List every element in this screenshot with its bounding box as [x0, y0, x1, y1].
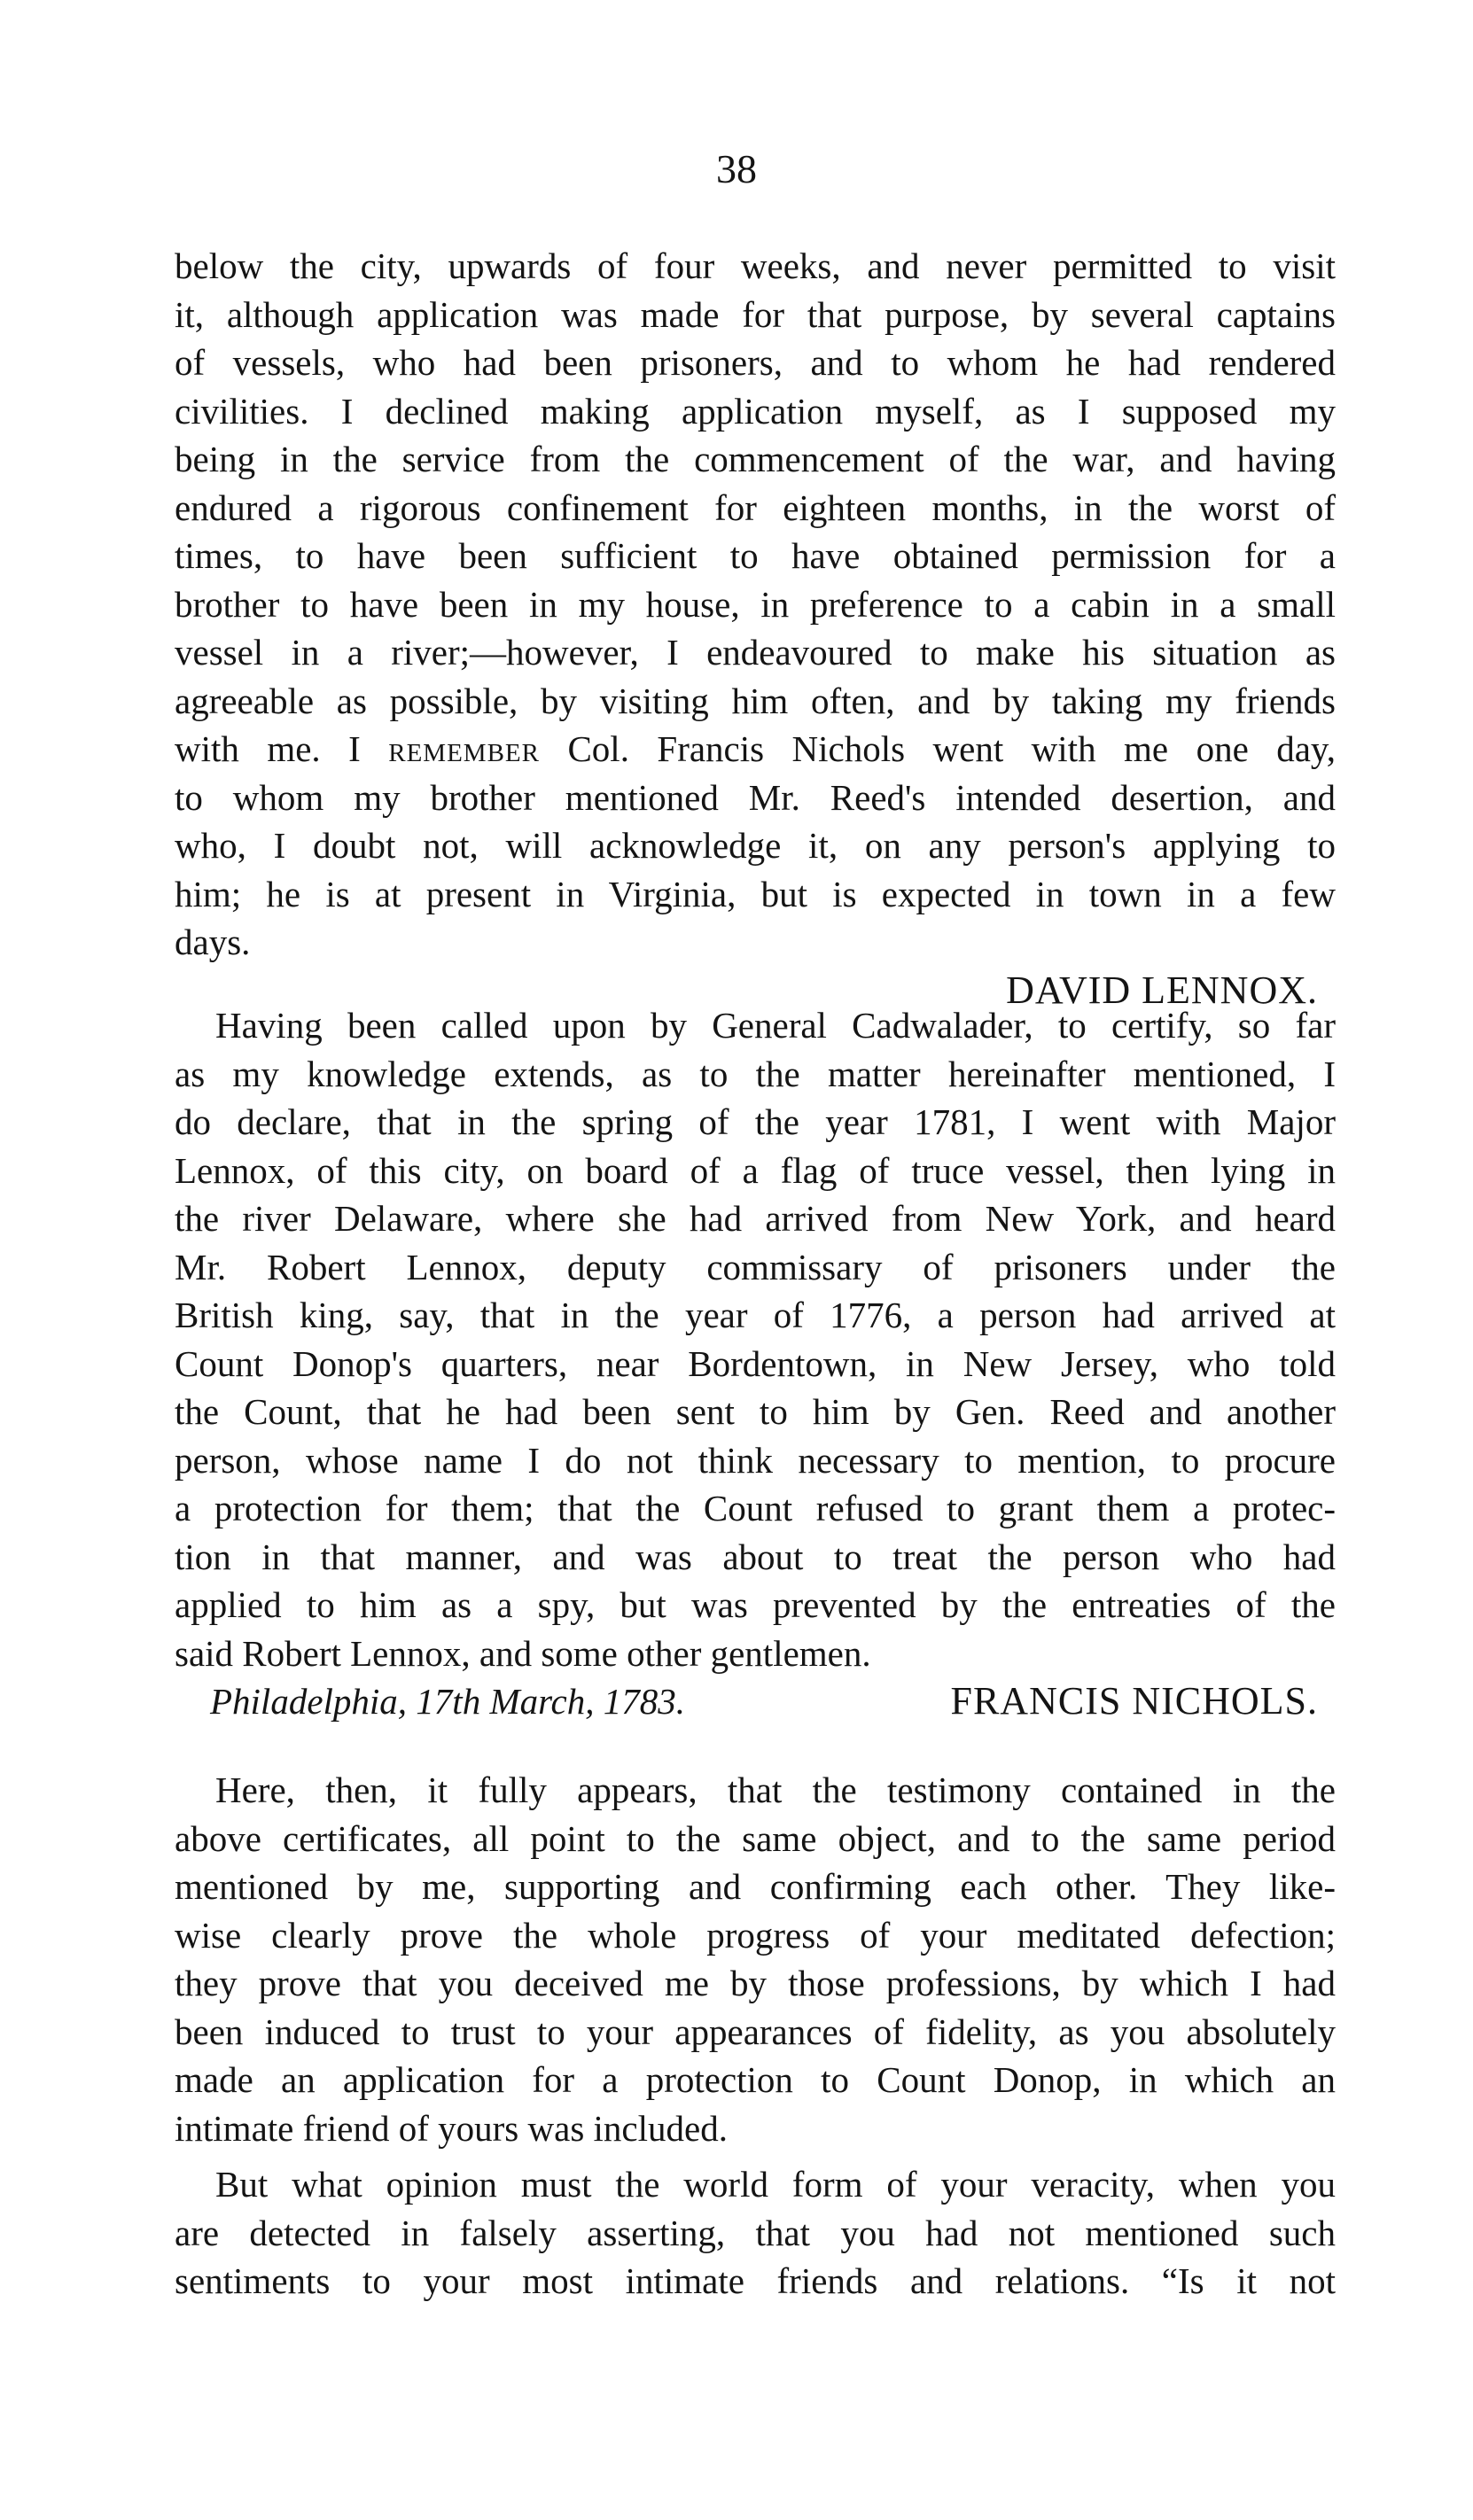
signature-david-lennox: DAVID LENNOX.: [1006, 968, 1318, 1012]
small-caps-word: remember: [388, 728, 540, 769]
text-line: endured a rigorous confinement for eighteen months, in the worst of: [175, 486, 1336, 528]
text-line: being in the service from the commencement of the war, and having: [175, 439, 1336, 479]
text-line: below the city, upwards of four weeks, and never permitted to visit: [175, 245, 1336, 286]
text-line: are detected in falsely asserting, that you had not mentioned such: [175, 2212, 1336, 2253]
text-line: been induced to trust to your appearances of fidelity, as you absolutely: [175, 2011, 1336, 2052]
text-line: him; he is at present in Virginia, but is expected in town in a few: [175, 873, 1336, 914]
text-line: above certificates, all point to the same object, and to the same period: [175, 1817, 1336, 1859]
paragraph-but-what: [175, 2160, 1336, 2306]
text-line: they prove that you deceived me by those professions, by which I had: [175, 1963, 1336, 2003]
text-line: as my knowledge extends, as to the matter hereinafter mentioned, I: [175, 1053, 1336, 1094]
text-line: times, to have been sufficient to have obtained permission for a: [175, 535, 1336, 576]
text-line: But what opinion must the world form of your veracity, when you: [215, 2164, 1336, 2205]
text-line: vessel in a river;—however, I endeavoured to make his situation as: [175, 632, 1336, 673]
signature-francis-nichols: FRANCIS NICHOLS.: [950, 1679, 1318, 1723]
text-line: British king, say, that in the year of 1776, a person had arrived at: [175, 1295, 1336, 1335]
text-line: sentiments to your most intimate friends and relations. “Is it not: [175, 2260, 1336, 2301]
text-line: a protection for them; that the Count refused to grant them a protec-: [175, 1488, 1336, 1528]
text-line: the river Delaware, where she had arrived from New York, and heard: [175, 1198, 1336, 1239]
text-line: Mr. Robert Lennox, deputy commissary of prisoners under the: [175, 1246, 1336, 1287]
paragraph-continuation: [175, 242, 1336, 1015]
text-line: the Count, that he had been sent to him by Gen. Reed and another: [175, 1391, 1336, 1432]
text-line: to whom my brother mentioned Mr. Reed's intended desertion, and: [175, 776, 1336, 818]
page-number: 38: [716, 146, 757, 191]
text-line: agreeable as possible, by visiting him often, and by taking my friends: [175, 680, 1336, 721]
text-line: tion in that manner, and was about to treat the person who had: [175, 1536, 1336, 1577]
text-line: applied to him as a spy, but was prevented by the entreaties of the: [175, 1584, 1336, 1625]
text-line: made an application for a protection to Count Donop, in which an: [175, 2059, 1336, 2100]
text-line: Lennox, of this city, on board of a flag of truce vessel, then lying in: [175, 1149, 1336, 1191]
paragraph-here-then: [175, 1766, 1336, 2152]
text-line: mentioned by me, supporting and confirming each other. They like-: [175, 1866, 1336, 1907]
text-line: said Robert Lennox, and some other gentlemen.: [175, 1632, 871, 1674]
dateline-place-date: Philadelphia, 17th March, 1783.: [210, 1681, 685, 1722]
text-line: days.: [175, 922, 251, 962]
text-line: civilities. I declined making application myself, as I supposed my: [175, 390, 1336, 432]
text-line: brother to have been in my house, in preference to a cabin in a small: [175, 583, 1336, 625]
text-line: of vessels, who had been prisoners, and to whom he had rendered: [175, 342, 1336, 383]
text-line-remember: [175, 725, 1336, 774]
text-fragment: with me. I: [175, 728, 389, 769]
text-line: wise clearly prove the whole progress of your meditated defection;: [175, 1914, 1336, 1956]
text-line: intimate friend of yours was included.: [175, 2107, 728, 2149]
text-line: Count Donop's quarters, near Bordentown, in New Jersey, who told: [175, 1342, 1336, 1384]
text-line: it, although application was made for that purpose, by several captains: [175, 293, 1336, 335]
text-line: person, whose name I do not think necessary to mention, to procure: [175, 1439, 1336, 1481]
dateline: [175, 1677, 1336, 1726]
text-line: Here, then, it fully appears, that the testimony contained in the: [215, 1769, 1336, 1810]
text-line: Having been called upon by General Cadwalader, to certify, so far: [215, 1005, 1336, 1046]
paragraph-nichols-certificate: [175, 1001, 1336, 1726]
text-fragment: Col. Francis Nichols went with me one day,: [540, 728, 1336, 769]
text-line: do declare, that in the spring of the year 1781, I went with Major: [175, 1101, 1336, 1142]
text-line: who, I doubt not, will acknowledge it, on any person's applying to: [175, 825, 1336, 866]
